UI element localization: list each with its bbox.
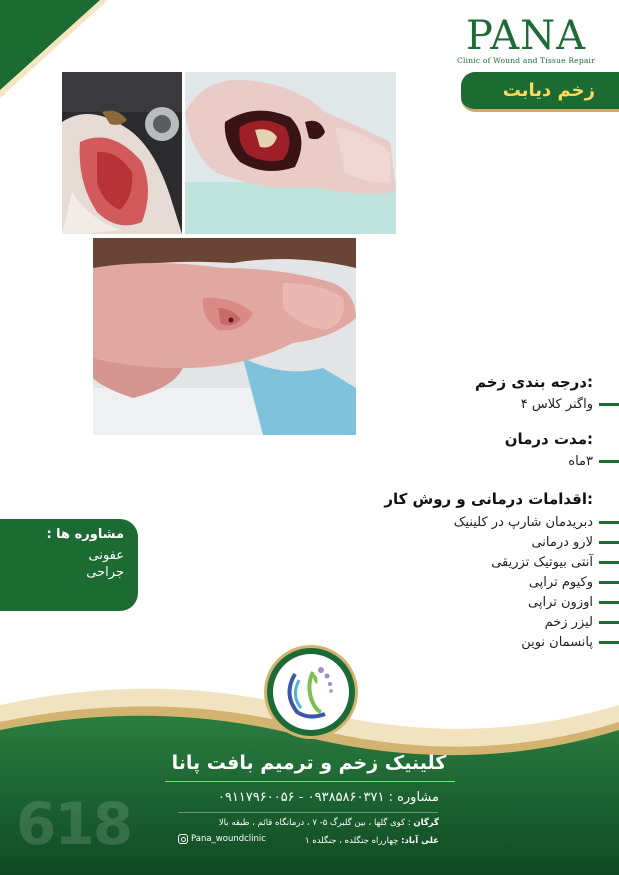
bullet-bar <box>599 641 619 644</box>
section-heading-grade: درجه بندی زخم: <box>474 373 593 391</box>
address-aliabad <box>305 836 439 846</box>
page-title-text: زخم دیابت <box>502 80 595 101</box>
foot-logo-icon <box>273 654 349 730</box>
list-item <box>568 451 619 471</box>
brand-logo <box>451 14 601 65</box>
brand-name: PANA <box>465 13 586 59</box>
list-item <box>545 612 619 632</box>
bullet-bar <box>599 521 619 524</box>
list-item <box>529 572 619 592</box>
page-title <box>461 72 619 112</box>
address-label: علی آباد: <box>401 836 439 846</box>
bullet-bar <box>599 581 619 584</box>
list-item-label: لارو درمانی <box>531 534 593 550</box>
clinic-logo <box>264 645 358 739</box>
list-item-label: واگنر کلاس ۴ <box>520 396 593 412</box>
list-item <box>531 532 619 552</box>
consult-heading: مشاوره ها : <box>46 527 124 542</box>
bullet-bar <box>599 460 619 463</box>
consult-box <box>0 519 138 611</box>
list-item-label: اوزون تراپی <box>528 594 593 610</box>
bullet-bar <box>599 403 619 406</box>
wound-photo-2 <box>185 72 396 234</box>
consult-item: عفونی <box>88 548 124 563</box>
instagram-text: Pana_woundclinic <box>191 834 266 844</box>
clinic-name: کلینیک زخم و ترمیم بافت پانا <box>171 752 447 774</box>
bullet-bar <box>599 601 619 604</box>
brand-subtitle: Clinic of Wound and Tissue Repair <box>457 56 595 65</box>
wound-photo-3 <box>93 238 356 435</box>
instagram-handle[interactable] <box>178 834 266 844</box>
phone-numbers: مشاوره : ۰۹۳۸۵۸۶۰۳۷۱ - ۰۹۱۱۷۹۶۰۰۵۶ <box>217 790 439 805</box>
address-gorgan <box>219 818 439 828</box>
bullet-bar <box>599 621 619 624</box>
bullet-bar <box>599 561 619 564</box>
list-item <box>454 512 619 532</box>
list-item <box>521 394 619 414</box>
section-heading-actions: اقدامات درمانی و روش کار: <box>384 490 593 508</box>
instagram-icon <box>178 834 188 844</box>
address-text: : کوی گلها ، بین گلبرگ ۵- ۷ ، درمانگاه قائم ، طبقه بالا <box>218 818 411 828</box>
watermark-number: 618 <box>16 790 132 858</box>
list-item <box>491 552 619 572</box>
consult-item: جراحی <box>86 565 124 580</box>
divider <box>178 812 438 813</box>
list-item-label: پانسمان نوین <box>521 634 593 650</box>
address-label: گرگان <box>413 818 439 828</box>
divider <box>165 781 455 782</box>
section-heading-duration: مدت درمان: <box>504 430 593 448</box>
wound-photo-1 <box>62 72 182 234</box>
address-text: چهارراه جنگلده ، جنگلده ۱ <box>304 836 399 846</box>
list-item-label: آنتی بیوتیک تزریقی <box>491 554 593 570</box>
list-item-label: لیزر زخم <box>544 614 593 630</box>
list-item <box>521 632 619 652</box>
bullet-bar <box>599 541 619 544</box>
list-item-label: دبریدمان شارپ در کلینیک <box>453 514 593 530</box>
list-item-label: ۳ماه <box>568 453 593 469</box>
list-item <box>528 592 619 612</box>
list-item-label: وکیوم تراپی <box>528 574 593 590</box>
